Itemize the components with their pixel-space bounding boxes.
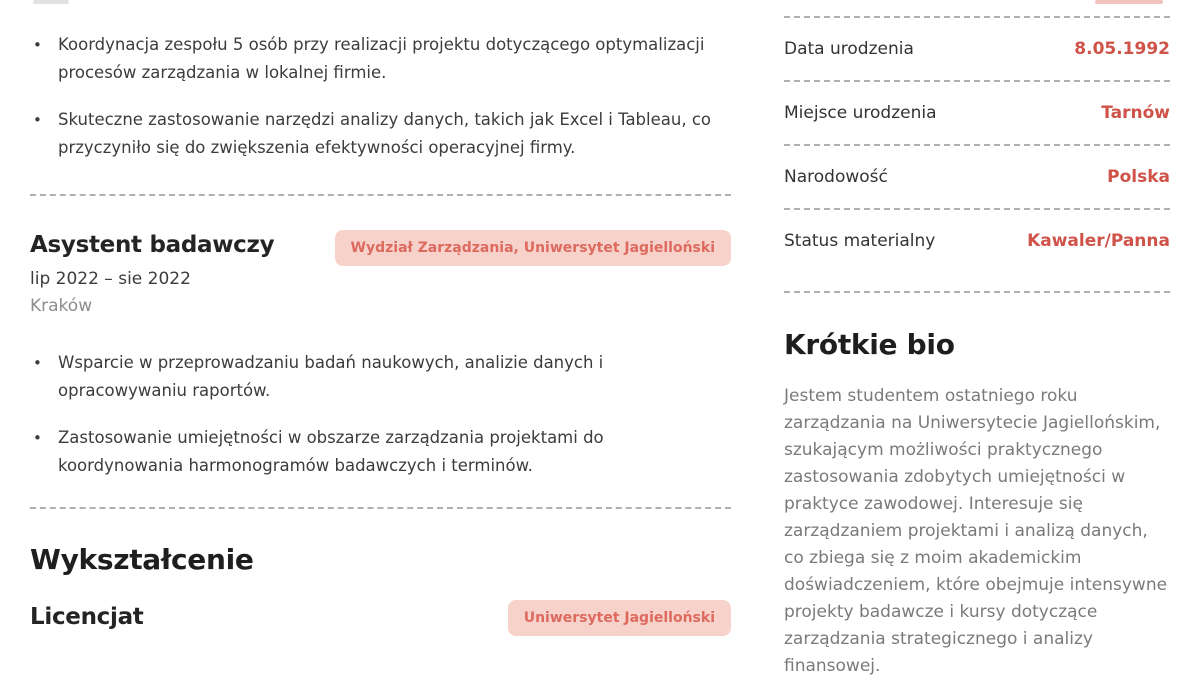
detail-value: Tarnów bbox=[1101, 103, 1170, 123]
job-location: Kraków bbox=[30, 296, 93, 316]
detail-divider bbox=[784, 208, 1170, 210]
bullet-item: • Koordynacja zespołu 5 osób przy realizacji projektu dotyczącego optymalizacji procesów zarządzania w lokalnej firmie. bbox=[30, 31, 731, 87]
section-divider bbox=[30, 194, 731, 196]
university-badge: Uniwersytet Jagielloński bbox=[508, 600, 731, 636]
detail-value: Polska bbox=[1107, 167, 1170, 187]
right-column bbox=[784, 0, 1170, 676]
detail-divider bbox=[784, 144, 1170, 146]
detail-label: Data urodzenia bbox=[784, 39, 914, 59]
detail-divider bbox=[784, 291, 1170, 293]
experience-previous-bullets bbox=[30, 31, 731, 181]
section-divider bbox=[30, 507, 731, 509]
job-title: Asystent badawczy bbox=[30, 232, 275, 258]
left-column bbox=[30, 0, 731, 630]
clipped-text-fragment bbox=[1095, 0, 1163, 4]
bio-text: Jestem studentem ostatniego roku zarządzania na Uniwersytecie Jagiellońskim, szukającym możliwości praktycznego zastosowania zdobytych umiejętności w praktyce zawodowej. Interesuje się zarządzaniem projektami i analizą danych, co zbiega się z moim akademickim doświadczeniem, które obejmuje intensywne projekty badawcze i kursy dotyczące zarządzania strategicznego i analizy finansowej. bbox=[784, 386, 1168, 676]
detail-value: 8.05.1992 bbox=[1074, 39, 1170, 59]
detail-divider bbox=[784, 80, 1170, 82]
detail-label: Status materialny bbox=[784, 231, 936, 251]
clipped-text-fragment bbox=[33, 0, 69, 4]
employer-badge: Wydział Zarządzania, Uniwersytet Jagielloński bbox=[335, 230, 731, 266]
bullet-item: • Zastosowanie umiejętności w obszarze zarządzania projektami do koordynowania harmonogramów badawczych i terminów. bbox=[30, 424, 731, 480]
bullet-item: • Skuteczne zastosowanie narzędzi analizy danych, takich jak Excel i Tableau, co przyczyniło się do zwiększenia efektywności operacyjnej firmy. bbox=[30, 106, 731, 162]
education-section-title: Wykształcenie bbox=[30, 543, 254, 576]
bio-section-title: Krótkie bio bbox=[784, 328, 955, 361]
detail-divider bbox=[784, 16, 1170, 18]
degree-title: Licencjat bbox=[30, 604, 144, 630]
detail-label: Narodowość bbox=[784, 167, 888, 187]
detail-label: Miejsce urodzenia bbox=[784, 103, 937, 123]
job-dates: lip 2022 – sie 2022 bbox=[30, 269, 191, 289]
experience-research-bullets bbox=[30, 349, 731, 499]
bullet-item: • Wsparcie w przeprowadzaniu badań naukowych, analizie danych i opracowywaniu raportów. bbox=[30, 349, 731, 405]
detail-value: Kawaler/Panna bbox=[1027, 231, 1170, 251]
